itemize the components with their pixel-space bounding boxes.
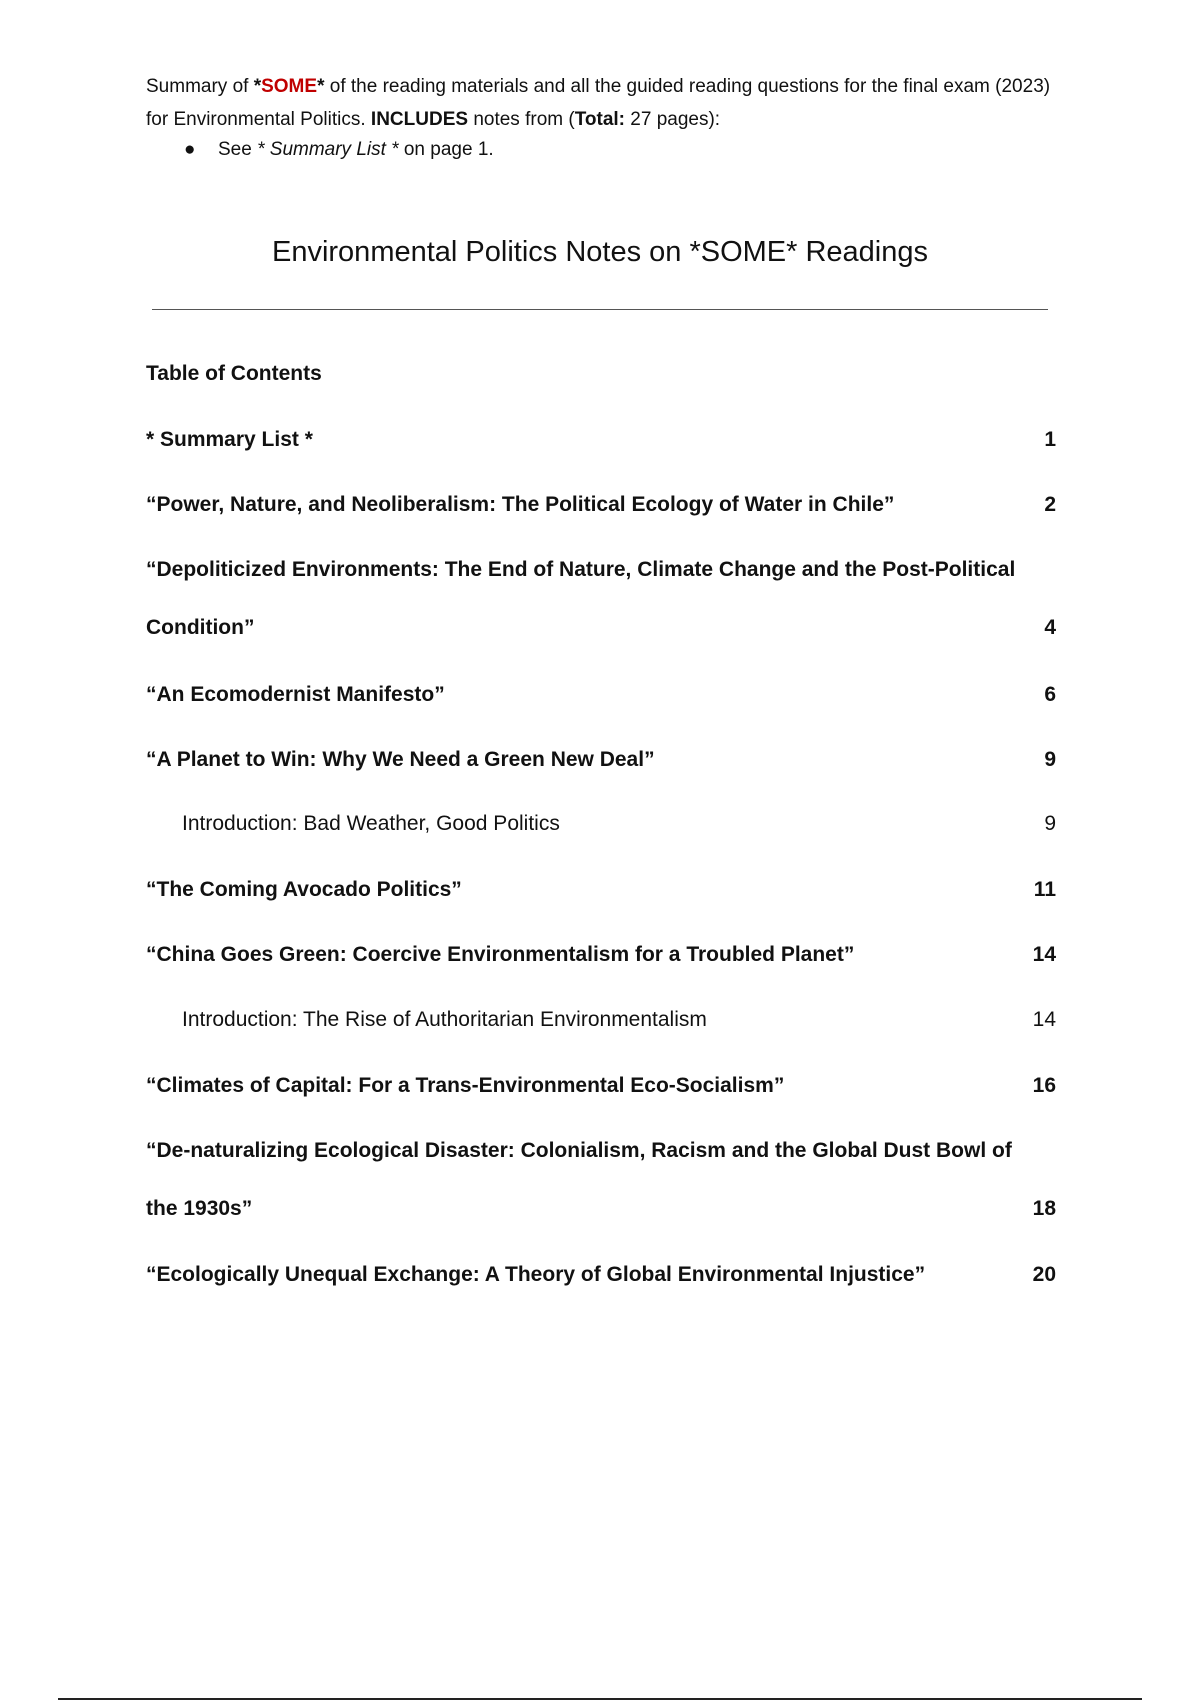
toc-subentry[interactable] (182, 808, 1056, 840)
toc-entry[interactable] (146, 874, 1056, 906)
toc-entry[interactable] (146, 489, 1056, 521)
intro-text-1: Summary of (146, 76, 254, 97)
toc-entry-label: “Ecologically Unequal Exchange: A Theory of Global Environmental Injustice” (146, 1263, 926, 1286)
bullet-on-page: on page 1. (398, 139, 494, 160)
toc-entry-label: “The Coming Avocado Politics” (146, 878, 462, 901)
toc-entry-page: 4 (1044, 616, 1056, 639)
toc-entry[interactable] (146, 679, 1056, 711)
toc-entry[interactable] (146, 1070, 1056, 1102)
intro-star-open: * (253, 76, 262, 97)
intro-total-label: Total: (574, 109, 626, 130)
toc-entry[interactable] (146, 424, 1056, 456)
toc-entry-page: 16 (1032, 1074, 1056, 1097)
intro-text-2: of the reading materials and all the guided reading questions for the final exam (2023) for Environmental Politics. (146, 76, 1051, 130)
bullet-summary-list-ref: * Summary List * (257, 139, 399, 160)
toc-subentry-label: Introduction: Bad Weather, Good Politics (182, 812, 560, 835)
bullet-see: See (218, 139, 258, 160)
toc-entry-page: 6 (1044, 683, 1056, 706)
toc-entry-page: 20 (1032, 1263, 1056, 1286)
toc-subentry-page: 14 (1032, 1008, 1056, 1031)
toc-entry-page: 1 (1044, 428, 1056, 451)
toc-subentry-page: 9 (1044, 812, 1056, 835)
horizontal-divider (152, 309, 1048, 310)
toc-entry-label: * Summary List * (146, 428, 313, 451)
toc-entry-label: “Depoliticized Environments: The End of Nature, Climate Change and the Post-Political Condition” (146, 558, 1016, 639)
toc-entry-page: 18 (1032, 1197, 1056, 1220)
toc-entry-label: “De-naturalizing Ecological Disaster: Colonialism, Racism and the Global Dust Bowl of the 1930s” (146, 1139, 1012, 1220)
bullet-icon: ● (184, 139, 196, 160)
intro-some-highlight: SOME (261, 76, 318, 97)
document-title: Environmental Politics Notes on *SOME* Readings (271, 236, 929, 268)
toc-entry[interactable] (146, 939, 1056, 971)
toc-entry[interactable] (146, 554, 1056, 657)
toc-subentry-label: Introduction: The Rise of Authoritarian Environmentalism (182, 1008, 707, 1031)
toc-entry[interactable] (146, 744, 1056, 776)
toc-entry-page: 14 (1032, 943, 1056, 966)
toc-entry-label: “A Planet to Win: Why We Need a Green New Deal” (146, 748, 655, 771)
toc-entry-label: “An Ecomodernist Manifesto” (146, 683, 445, 706)
intro-includes: INCLUDES (370, 109, 469, 130)
intro-text-4: 27 pages): (625, 109, 721, 130)
toc-heading: Table of Contents (146, 362, 322, 385)
toc-entry[interactable] (146, 1135, 1056, 1238)
intro-paragraph (146, 70, 1076, 136)
toc-entry-page: 9 (1044, 748, 1056, 771)
intro-text-3: notes from ( (468, 109, 575, 130)
toc-subentry[interactable] (182, 1004, 1056, 1036)
toc-entry[interactable] (146, 1259, 1056, 1291)
intro-star-close: * (317, 76, 325, 97)
toc-entry-page: 11 (1033, 878, 1056, 901)
bullet-text (218, 133, 494, 166)
toc-entry-label: “Power, Nature, and Neoliberalism: The Political Ecology of Water in Chile” (146, 493, 895, 516)
toc-entry-page: 2 (1044, 493, 1056, 516)
toc-entry-label: “Climates of Capital: For a Trans-Environmental Eco-Socialism” (146, 1074, 785, 1097)
toc-entry-label: “China Goes Green: Coercive Environmentalism for a Troubled Planet” (146, 943, 855, 966)
